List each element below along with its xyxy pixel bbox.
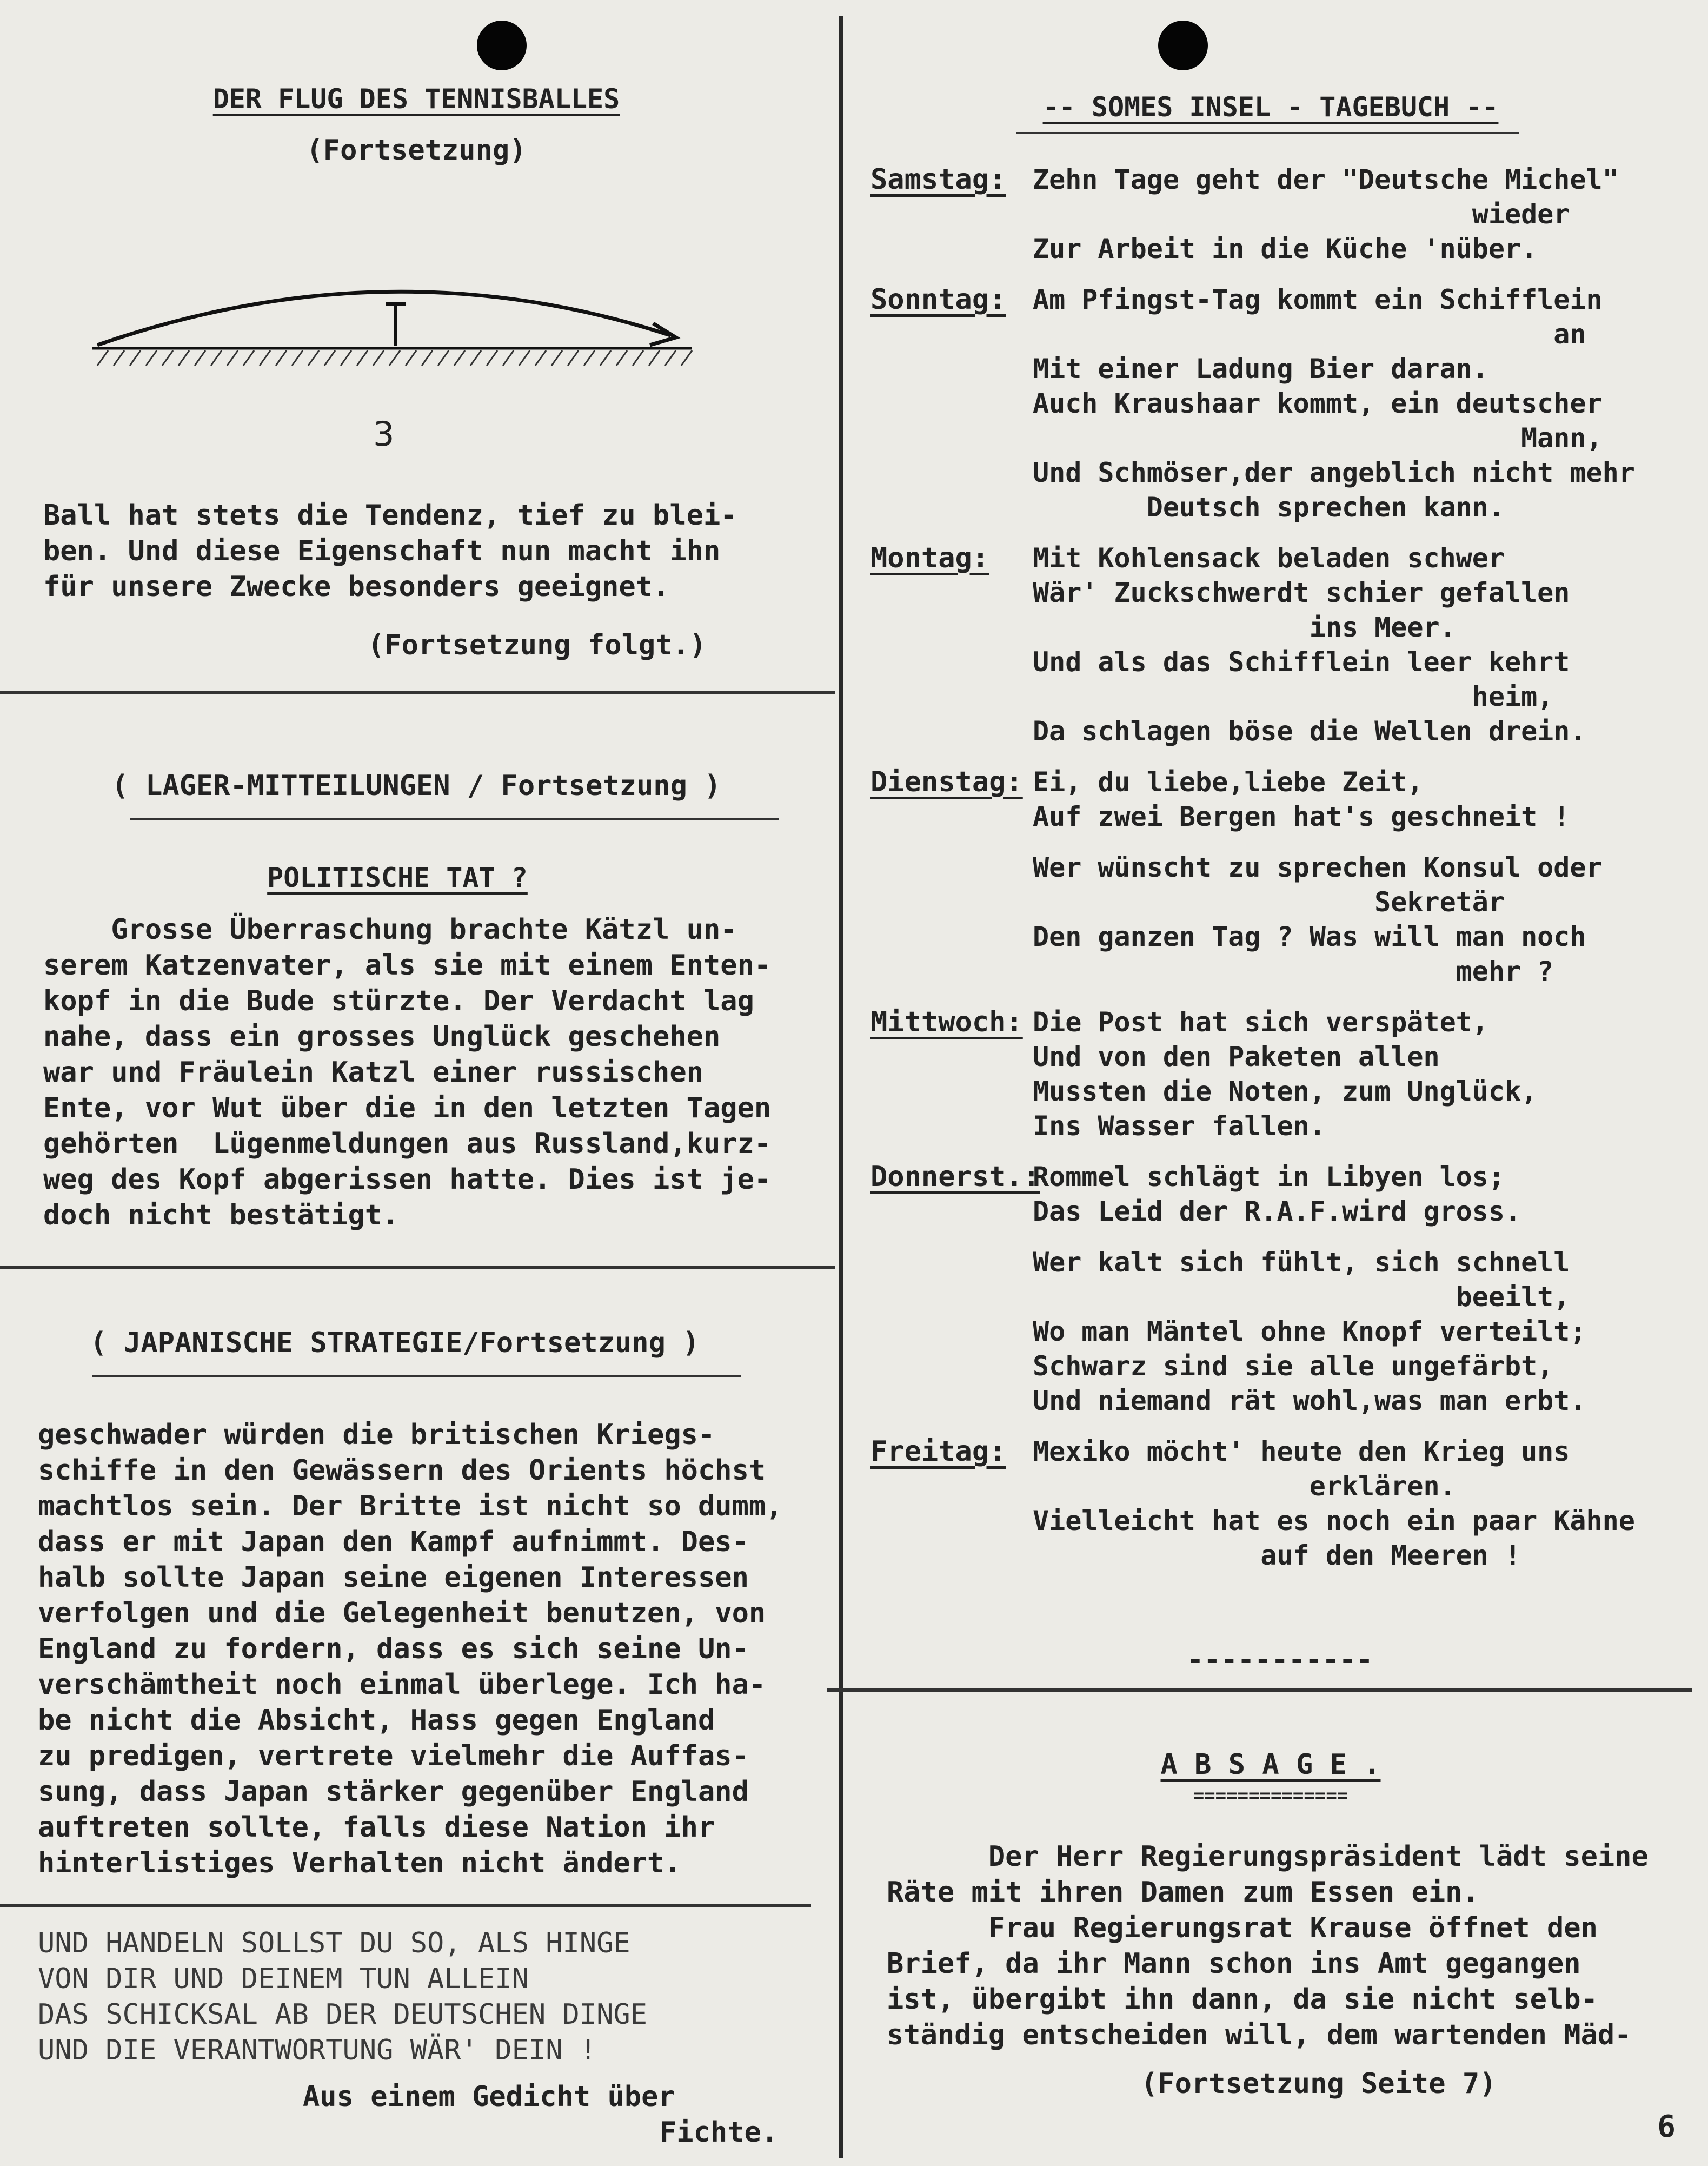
japan-line-7: England zu fordern, dass es sich seine Un- <box>38 1633 749 1665</box>
diary-line: Wer kalt sich fühlt, sich schnell <box>1033 1247 1570 1278</box>
absage-line-4: Brief, da ihr Mann schon ins Amt gegangen <box>887 1948 1581 1980</box>
diary-title-underline <box>1016 132 1519 134</box>
quote-attribution-2: Fichte. <box>660 2116 779 2149</box>
diary-line: Auch Kraushaar kommt, ein deutscher <box>1033 388 1603 419</box>
absage-line-3: Frau Regierungsrat Krause öffnet den <box>887 1912 1598 1944</box>
diary-line: Und niemand rät wohl,was man erbt. <box>1033 1385 1586 1416</box>
lager-line-4: nahe, dass ein grosses Unglück geschehen <box>43 1021 721 1053</box>
lager-line-5: war und Fräulein Katzl einer russischen <box>43 1056 703 1089</box>
japan-line-12: auftreten sollte, falls diese Nation ihr <box>38 1811 715 1844</box>
diary-line: Rommel schlägt in Libyen los; <box>1033 1161 1505 1193</box>
diary-line: Und von den Paketen allen <box>1033 1041 1440 1072</box>
diary-line: Mit Kohlensack beladen schwer <box>1033 542 1505 574</box>
quote-line-3: DAS SCHICKSAL AB DER DEUTSCHEN DINGE <box>38 1998 648 2031</box>
diary-line: Mussten die Noten, zum Unglück, <box>1033 1076 1538 1107</box>
diary-entries <box>870 162 1692 1677</box>
diary-line: ins Meer. <box>1033 612 1456 643</box>
diary-day-label: Freitag: <box>870 1435 1006 1468</box>
japan-line-3: machtlos sein. Der Britte ist nicht so dumm, <box>38 1490 783 1522</box>
column-divider <box>839 16 843 2158</box>
diary-line: Da schlagen böse die Wellen drein. <box>1033 716 1586 747</box>
diary-line: Schwarz sind sie alle ungefärbt, <box>1033 1350 1554 1382</box>
absage-line-6: ständig entscheiden will, dem wartenden Mäd- <box>887 2019 1632 2051</box>
page-number: 6 <box>1657 2109 1676 2144</box>
absage-footer: (Fortsetzung Seite 7) <box>1141 2068 1497 2100</box>
diary-line: Mit einer Ladung Bier daran. <box>1033 353 1488 385</box>
diary-line: wieder <box>1033 198 1570 230</box>
japan-line-11: sung, dass Japan stärker gegenüber England <box>38 1776 749 1808</box>
tennis-footer: (Fortsetzung folgt.) <box>368 629 707 661</box>
lager-heading-underline <box>130 818 779 820</box>
lager-line-6: Ente, vor Wut über die in den letzten Tagen <box>43 1092 772 1124</box>
japan-line-6: verfolgen und die Gelegenheit benutzen, von <box>38 1597 766 1630</box>
lager-line-9: doch nicht bestätigt. <box>43 1199 399 1231</box>
diary-line: Die Post hat sich verspätet, <box>1033 1006 1488 1038</box>
diary-line: Wer wünscht zu sprechen Konsul oder <box>1033 852 1603 883</box>
section-rule-3 <box>0 1904 811 1907</box>
diary-day-label: Samstag: <box>870 163 1006 196</box>
section-rule-2 <box>0 1266 835 1269</box>
diary-line: Deutsch sprechen kann. <box>1033 492 1505 523</box>
diary-line: heim, <box>1033 681 1554 712</box>
diary-day-label: Mittwoch: <box>870 1006 1023 1038</box>
diary-day-label: Dienstag: <box>870 766 1023 798</box>
punch-hole-left <box>477 21 527 70</box>
diary-line: Ei, du liebe,liebe Zeit, <box>1033 766 1424 798</box>
quote-line-2: VON DIR UND DEINEM TUN ALLEIN <box>38 1963 529 1995</box>
diary-line: Zur Arbeit in die Küche 'nüber. <box>1033 233 1538 264</box>
absage-line-1: Der Herr Regierungspräsident lädt seine <box>887 1840 1649 1873</box>
japan-line-13: hinterlistiges Verhalten nicht ändert. <box>38 1847 681 1879</box>
diary-line: Auf zwei Bergen hat's geschneit ! <box>1033 801 1570 832</box>
section-rule-right <box>827 1688 1692 1692</box>
diary-line: Und als das Schifflein leer kehrt <box>1033 646 1570 678</box>
absage-line-5: ist, übergibt ihn dann, da sie nicht selb- <box>887 1983 1598 2016</box>
tennis-title: DER FLUG DES TENNISBALLES <box>212 83 620 115</box>
diary-end-mark: ----------- <box>1187 1644 1373 1676</box>
diary-day-label: Sonntag: <box>870 283 1006 316</box>
japan-line-9: be nicht die Absicht, Hass gegen England <box>38 1704 715 1737</box>
diary-day-label: Montag: <box>870 542 989 574</box>
diary-line: Ins Wasser fallen. <box>1033 1110 1326 1142</box>
diary-day-label: Donnerst.: <box>870 1161 1040 1193</box>
diary-title: -- SOMES INSEL - TAGEBUCH -- <box>1042 91 1499 123</box>
quote-line-1: UND HANDELN SOLLST DU SO, ALS HINGE <box>38 1927 630 1959</box>
lager-line-1: Grosse Überraschung brachte Kätzl un- <box>43 913 737 946</box>
diary-line: Wo man Mäntel ohne Knopf verteilt; <box>1033 1316 1586 1347</box>
diary-line: Mann, <box>1033 422 1603 454</box>
diary-line: Mexiko möcht' heute den Krieg uns <box>1033 1436 1570 1467</box>
japan-heading-underline <box>92 1375 741 1377</box>
tennis-line-3: für unsere Zwecke besonders geeignet. <box>43 571 670 603</box>
japan-line-2: schiffe in den Gewässern des Orients höchst <box>38 1454 766 1487</box>
absage-underline: ============== <box>1193 1785 1348 1806</box>
japan-line-4: dass er mit Japan den Kampf aufnimmt. Des- <box>38 1526 749 1558</box>
lager-subheading: POLITISCHE TAT ? <box>267 862 528 893</box>
section-rule-1 <box>0 691 835 694</box>
diary-line: beeilt, <box>1033 1281 1570 1313</box>
lager-line-3: kopf in die Bude stürzte. Der Verdacht lag <box>43 985 754 1017</box>
quote-attribution-1: Aus einem Gedicht über <box>303 2081 675 2113</box>
diary-line: Den ganzen Tag ? Was will man noch <box>1033 921 1586 952</box>
tennis-trajectory-diagram <box>87 281 697 368</box>
diary-line: Zehn Tage geht der "Deutsche Michel" <box>1033 164 1619 195</box>
japan-line-5: halb sollte Japan seine eigenen Interessen <box>38 1561 749 1594</box>
quote-line-4: UND DIE VERANTWORTUNG WÄR' DEIN ! <box>38 2034 597 2066</box>
lager-line-2: serem Katzenvater, als sie mit einem Enten- <box>43 949 772 982</box>
japan-line-10: zu predigen, vertrete vielmehr die Auffas- <box>38 1740 749 1772</box>
tennis-line-2: ben. Und diese Eigenschaft nun macht ihn <box>43 535 721 567</box>
diary-line: auf den Meeren ! <box>1033 1540 1521 1571</box>
diary-line: an <box>1033 319 1586 350</box>
diary-line: Das Leid der R.A.F.wird gross. <box>1033 1196 1521 1227</box>
diary-line: erklären. <box>1033 1471 1456 1502</box>
diary-line: Und Schmöser,der angeblich nicht mehr <box>1033 457 1635 488</box>
tennis-line-1: Ball hat stets die Tendenz, tief zu blei- <box>43 499 737 532</box>
diary-line: Sekretär <box>1033 886 1505 918</box>
diary-line: Am Pfingst-Tag kommt ein Schifflein <box>1033 284 1603 315</box>
lager-line-7: gehörten Lügenmeldungen aus Russland,kurz- <box>43 1128 772 1160</box>
lager-heading: ( LAGER-MITTEILUNGEN / Fortsetzung ) <box>111 770 721 802</box>
tennis-subtitle: (Fortsetzung) <box>306 134 527 167</box>
diary-line: mehr ? <box>1033 956 1554 987</box>
punch-hole-right <box>1158 21 1208 70</box>
japan-line-8: verschämtheit noch einmal überlege. Ich ha- <box>38 1668 766 1701</box>
figure-label: 3 <box>373 414 395 454</box>
diary-line: Wär' Zuckschwerdt schier gefallen <box>1033 577 1570 608</box>
lager-line-8: weg des Kopf abgerissen hatte. Dies ist je- <box>43 1163 772 1196</box>
absage-title: A B S A G E . <box>1160 1748 1381 1781</box>
japan-line-1: geschwader würden die britischen Kriegs- <box>38 1419 715 1451</box>
diary-line: Vielleicht hat es noch ein paar Kähne <box>1033 1505 1635 1536</box>
japan-heading: ( JAPANISCHE STRATEGIE/Fortsetzung ) <box>90 1327 700 1359</box>
absage-line-2: Räte mit ihren Damen zum Essen ein. <box>887 1876 1479 1909</box>
